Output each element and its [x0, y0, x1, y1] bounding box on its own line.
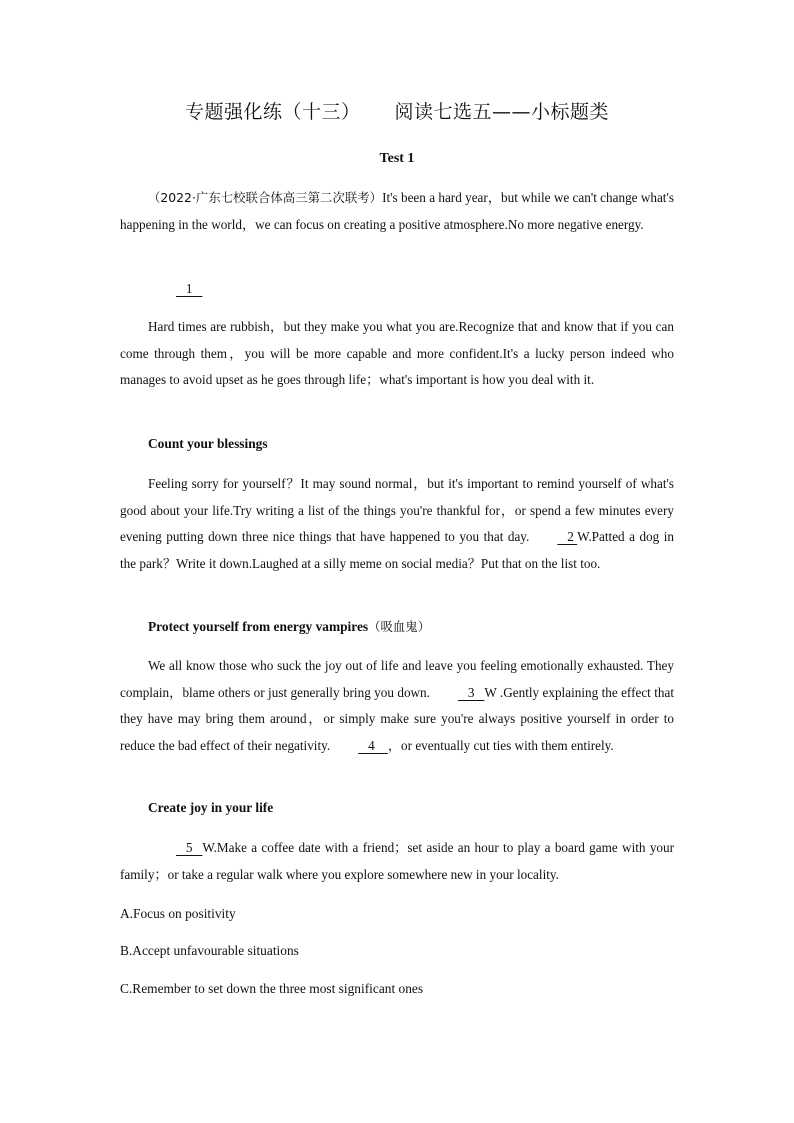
blank-3: 3 [457, 684, 485, 700]
blank-2: 2 [557, 529, 578, 544]
heading-create-joy: Create joy in your life [148, 800, 274, 815]
paragraph-3-before: We all know those who suck the joy out of life and leave you feeling emotionally exhausted. They complain，blame others or just generally bring you down. [120, 658, 674, 700]
paragraph-4 [120, 835, 674, 888]
paragraph-3-after: ，or eventually cut ties with them entirely. [387, 737, 614, 753]
option-c: C.Remember to set down the three most significant ones [120, 981, 424, 996]
intro-text: It's been a hard year，but while we can't change what's happening in the world，we can focus on creating a positive atmosphere.No more negative energy. [120, 190, 674, 232]
paragraph-2-before: Feeling sorry for yourself？It may sound normal，but it's important to remind yourself of what's good about your life.Try writing a list of the things you're thankful for，or spend a few minutes every evening putting down three nice things that have happened to you that day. [120, 476, 674, 544]
paragraph-4-text: W.Make a coffee date with a friend；set aside an hour to play a board game with your family；or take a regular walk where you explore somewhere new in your locality. [120, 840, 674, 882]
heading-energy-vampires [148, 617, 430, 635]
paragraph-1: Hard times are rubbish，but they make you what you are.Recognize that and know that if you can come through them，you will be more capable and more confident.It's a lucky person indeed who manages to avoid upset as he goes through life；what's important is how you deal with it. [120, 319, 674, 387]
intro-source: （2022·广东七校联合体高三第二次联考） [148, 190, 383, 205]
blank-5: 5 [176, 840, 203, 855]
option-a: A.Focus on positivity [120, 906, 236, 921]
paragraph-3 [120, 653, 674, 759]
option-b: B.Accept unfavourable situations [120, 943, 299, 958]
heading-energy-vampires-note: （吸血鬼） [368, 619, 431, 634]
page-title [0, 97, 794, 124]
heading-energy-vampires-text: Protect yourself from energy vampires [148, 619, 369, 634]
blank-1-line [120, 276, 674, 303]
test-label: Test 1 [379, 151, 415, 166]
title-right: 阅读七选五——小标题类 [394, 101, 610, 123]
blank-4: 4 [358, 737, 388, 753]
blank-1: 1 [176, 281, 203, 296]
paragraph-2-after: W.Patted a dog in the park？Write it down.Laughed at a silly meme on social media？Put that on the list too. [120, 529, 674, 571]
paragraph-3-middle: W .Gently explaining the effect that they have may bring them around，or simply make sure you're always positive yourself in order to reduce the bad effect of their negativity. [120, 684, 674, 753]
heading-count-blessings: Count your blessings [148, 436, 268, 451]
intro-paragraph [120, 185, 674, 238]
paragraph-2 [120, 471, 674, 577]
title-left: 专题强化练（十三） [184, 101, 361, 123]
